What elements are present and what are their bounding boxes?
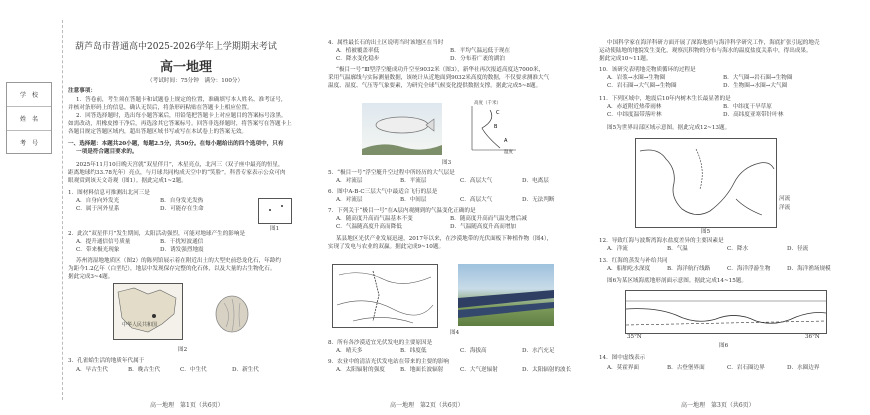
question-14: 14．图中虚线表示 bbox=[599, 355, 646, 361]
notice-heading: 注意事项： bbox=[68, 88, 96, 94]
figure-3-photo bbox=[362, 103, 442, 155]
figure-2-label: 图2 bbox=[178, 347, 188, 353]
figure-4-label: 图4 bbox=[450, 330, 460, 336]
svg-text:B: B bbox=[494, 124, 498, 130]
q9-option-b: B．地面长波辐射 bbox=[400, 367, 444, 373]
question-13: 13．红海的蒸发与补给共同 bbox=[599, 258, 668, 264]
page-3 bbox=[595, 0, 870, 415]
passage2-line: 为距今1.2亿年（白垩纪），地层中发现保存完整的化石体，以及大量的古生物化石。 bbox=[68, 266, 276, 272]
q6-option-d: D．无法判断 bbox=[522, 197, 555, 203]
section-heading-cont: 一项是符合题目要求的。 bbox=[76, 149, 138, 155]
figure-6-caption: 图6为某区域海底地形剖面示意图。据此完成14~15题。 bbox=[607, 278, 747, 284]
q12-option-c: C．降水 bbox=[727, 246, 749, 252]
q14-option-a: A．莫霍界面 bbox=[607, 365, 640, 371]
q1-option-a: A．自身向外发光 bbox=[76, 198, 120, 204]
figure-6-tick: 35°N bbox=[627, 334, 642, 340]
name-label: 姓 名 bbox=[7, 107, 51, 131]
notice-line: 如需改动，用橡皮擦干净后，再选涂其它答案标号。回答非选择题时，将答案写在答题卡上 bbox=[68, 121, 292, 127]
figure-4-map bbox=[332, 264, 438, 328]
q7-option-a: A．随高度升高而气温基本不变 bbox=[336, 216, 413, 222]
q2-option-c: C．带来极光现象 bbox=[76, 247, 120, 253]
q6-option-b: B．中间层 bbox=[400, 197, 427, 203]
q11-option-d: D．高纬度亚寒带针叶林 bbox=[723, 112, 784, 118]
page-1-footer: 高一地理 第1页（共6页） bbox=[150, 402, 224, 409]
question-1: 1．图材料信息可推测出北河三是 bbox=[68, 190, 150, 196]
q10-option-b: B．大气圈→岩石圈→生物圈 bbox=[723, 75, 793, 81]
q8-option-b: B．纬度低 bbox=[400, 348, 427, 354]
q14-option-b: B．古登堡界面 bbox=[667, 365, 705, 371]
q13-option-d: D．海洋渔场规模 bbox=[787, 266, 831, 272]
passage-line: 运动使陆地的地貌发生变化，观察沉积物的分布与海水的温度盐度关系中，得出成果。 bbox=[599, 48, 812, 54]
figure-4-photo bbox=[458, 264, 554, 326]
page-3-footer: 高一地理 第3页（共6页） bbox=[681, 402, 755, 409]
exam-title: 葫芦岛市普通高中2025-2026学年上学期期末考试 bbox=[75, 42, 277, 52]
question-10: 10．该研究表明地壳物质循环的过程是 bbox=[599, 67, 696, 73]
q7-option-d: D．气温随高度升高而增加 bbox=[450, 224, 517, 230]
q13-option-c: C．海洋浮游生物 bbox=[727, 266, 771, 272]
q6-option-a: A．对流层 bbox=[336, 197, 363, 203]
q3-option-c: C．中生代 bbox=[180, 367, 207, 373]
figure-6-profile bbox=[625, 290, 827, 334]
q13-option-a: A．船舶吃水深度 bbox=[607, 266, 651, 272]
q11-option-a: A．赤道附近热带雨林 bbox=[607, 104, 662, 110]
figure-6-tick: 36°N bbox=[805, 334, 820, 340]
notice-line: 2．回答选择题时，选出每小题答案后，用铅笔把答题卡上对应题目的答案标号涂黑。 bbox=[76, 113, 287, 119]
q4-option-c: C．降水变化稳步 bbox=[336, 56, 380, 62]
q3-option-a: A．早古生代 bbox=[76, 367, 109, 373]
figure-5-label: 图5 bbox=[701, 229, 711, 235]
notice-line: 各题目规定答题区域内，超出答题区域书写或写在本试卷上的答案无效。 bbox=[68, 129, 248, 135]
solar-panels-icon bbox=[458, 264, 554, 326]
question-3: 3．孔雀蛤生活的地质年代属于 bbox=[68, 358, 145, 364]
figure-2-map-drawing bbox=[114, 284, 182, 339]
q4-option-d: D．分布着广袤的湖泊 bbox=[450, 56, 505, 62]
q11-option-c: C．中纬度温带落叶林 bbox=[607, 112, 662, 118]
q2-option-b: B．干扰短波通信 bbox=[160, 239, 204, 245]
q14-option-c: C．岩石圈边界 bbox=[727, 365, 765, 371]
q1-option-b: B．自身发光发热 bbox=[160, 198, 204, 204]
figure-3-y-axis: 高度（千米） bbox=[474, 101, 501, 106]
q2-option-d: D．诱发强烈地震 bbox=[160, 247, 204, 253]
passage2-line: 某县地区光伏产业发展迅速，2017年以来，在沙漠地带的光伏面板下种植作物（图4）， bbox=[336, 236, 553, 242]
q8-option-c: C．海拔高 bbox=[460, 348, 487, 354]
figure-1-sky bbox=[258, 198, 292, 224]
question-4: 4．属性最长石的出土区说明当时该地区在当时 bbox=[328, 40, 444, 46]
svg-text:C: C bbox=[496, 110, 500, 116]
student-info-box bbox=[6, 82, 52, 154]
figure-5-caption: 图5为世界局部区域示意图。据此完成12~13题。 bbox=[607, 125, 731, 131]
figure-1-label: 图1 bbox=[270, 226, 280, 232]
exam-meta: （考试时间：75分钟 满分：100分） bbox=[147, 78, 244, 84]
seafloor-profile-chart bbox=[626, 291, 826, 333]
figure-3-x-axis: 温度 bbox=[504, 150, 513, 155]
passage-line: 采用气温廓线与实际测量数据，该统计从近地面到9032米高度的数据，不仅要求测准大气 bbox=[328, 75, 550, 81]
passage2-line: 据此完成3~4题。 bbox=[68, 274, 114, 280]
q5-option-c: C．高层大气 bbox=[460, 178, 493, 184]
q10-option-d: D．生物圈→水圈→大气圈 bbox=[723, 83, 788, 89]
fossil-shell-icon bbox=[206, 293, 258, 335]
passage-line: 据此完成10~11题。 bbox=[599, 56, 652, 62]
question-5: 5．“极目一号”浮空艇升空过程中所经历的大气层是 bbox=[328, 170, 455, 176]
question-2: 2．此次“双星伴月”发生期间，太阳活动强烈，可能对地球产生的影响是 bbox=[68, 231, 246, 237]
q9-option-d: D．太阳辐射的波长 bbox=[522, 367, 572, 373]
figure-3-profile bbox=[460, 100, 518, 155]
q14-option-d: D．水圈边界 bbox=[787, 365, 820, 371]
question-8: 8．所有各沙漠适宜光伏发电的主要原因是 bbox=[328, 340, 433, 346]
q12-option-b: B．气温 bbox=[667, 246, 688, 252]
page-2 bbox=[310, 0, 595, 415]
q1-option-d: D．可能存在生命 bbox=[160, 206, 204, 212]
figure-2-map bbox=[113, 283, 183, 340]
q10-option-a: A．岩浆→水圈→生物圈 bbox=[607, 75, 666, 81]
passage-line: 中国科学家在海洋科研方面开展了深海地质与海洋科学研究工作，海底扩张引起的地壳 bbox=[607, 40, 820, 46]
q5-option-d: D．电离层 bbox=[522, 178, 549, 184]
q10-option-c: C．岩石圈→大气圈→生物圈 bbox=[607, 83, 677, 89]
section-heading: 一、选择题：本题共20小题，每题2.5分，共50分。在每小题给出的四个选项中，只有 bbox=[68, 141, 284, 147]
figure-4-map-drawing bbox=[333, 265, 437, 327]
temperature-profile-chart bbox=[460, 100, 518, 155]
q1-option-c: C．属于河外星系 bbox=[76, 206, 120, 212]
passage-line: 2025年11月10日晚天宫就“双星伴月”，木星亮点，北河三（双子座中最亮的恒星， bbox=[76, 162, 284, 168]
q2-option-a: A．提升通信信号质量 bbox=[76, 239, 131, 245]
q13-option-b: B．海洋航行线路 bbox=[667, 266, 711, 272]
q5-option-a: A．对流层 bbox=[336, 178, 363, 184]
passage-line: 温度、湿度、气压等气象要素，为研究全球气候变化提供数据支撑。据此完成5~8题。 bbox=[328, 83, 542, 89]
q5-option-b: B．平流层 bbox=[400, 178, 427, 184]
passage-line: 距离地球约33.78光年）亮点，与月球共同构成天空中的“笑脸”。科普专家表示公众可肉 bbox=[68, 170, 286, 176]
notice-line: 并核对条形码上的信息，确认无误后，将条形码粘贴在答题卡上相应位置。 bbox=[68, 105, 253, 111]
notice-line: 1．答卷前，考生须在答题卡和试题卷上规定的位置，准确填写本人姓名、准考证号， bbox=[76, 97, 287, 103]
figure-2-map-text: 中华人民共和国 bbox=[122, 322, 158, 328]
figure-5-legend-current: 洋流 bbox=[779, 205, 791, 211]
passage-line: “极目一号”Ⅲ型浮空艇成功升空至9032米（图3），新华社再次报道高度达7000米， bbox=[336, 67, 545, 73]
question-7: 7．下列关于“极目一号”在A层内观测到的气温变化正确的是 bbox=[328, 208, 476, 214]
school-label: 学 校 bbox=[7, 83, 51, 107]
q7-option-c: C．气温随高度升高而降低 bbox=[336, 224, 402, 230]
q12-option-a: A．洋流 bbox=[607, 246, 628, 252]
q4-option-a: A．植被覆盖率低 bbox=[336, 48, 380, 54]
q7-option-b: B．随高度升高而气温先增后减 bbox=[450, 216, 527, 222]
svg-text:A: A bbox=[504, 138, 508, 144]
question-11: 11．下列区域中，地震后10年内树木生长最显著的是 bbox=[599, 96, 731, 102]
question-12: 12．导致红海与波斯湾海水盐度差异的主要因素是 bbox=[599, 238, 724, 244]
q4-option-b: B．平均气温远低于现在 bbox=[450, 48, 511, 54]
q12-option-d: D．径流 bbox=[787, 246, 809, 252]
q11-option-b: B．中纬度干旱草原 bbox=[723, 104, 772, 110]
binding-line bbox=[62, 20, 64, 400]
passage2-line: 苏州湾湿地地质区（图2）的陈列馆展示着在附近出土的大型史前恐龙化石，年龄约 bbox=[76, 258, 281, 264]
passage2-line: 实现了发电与农业的双赢。据此完成9~10题。 bbox=[328, 244, 445, 250]
exam-number-label: 考 号 bbox=[19, 140, 38, 147]
q3-option-b: B．晚古生代 bbox=[128, 367, 161, 373]
page-2-footer: 高一地理 第2页（共6页） bbox=[390, 402, 464, 409]
subject-title: 高一地理 bbox=[160, 60, 213, 75]
airship-icon bbox=[362, 103, 442, 155]
q3-option-d: D．新生代 bbox=[232, 367, 259, 373]
q9-option-a: A．太阳辐射的强度 bbox=[336, 367, 385, 373]
question-9: 9．农业中的清洁光伏发电站在带来的主要的影响 bbox=[328, 359, 450, 365]
q8-option-d: D．水汽充足 bbox=[522, 348, 555, 354]
figure-5-legend-river: 河流 bbox=[779, 196, 791, 202]
q9-option-c: C．大气逆辐射 bbox=[460, 367, 498, 373]
q8-option-a: A．晴天多 bbox=[336, 348, 363, 354]
question-6: 6．图中A-B-C三层大气中最适合飞行的层是 bbox=[328, 189, 438, 195]
passage-line: 眼观赏到该天文奇观（图1）。据此完成1~2题。 bbox=[68, 178, 187, 184]
page-1 bbox=[0, 0, 310, 415]
figure-6-label: 图6 bbox=[719, 343, 729, 349]
figure-5-map bbox=[635, 138, 777, 228]
figure-5-map-drawing bbox=[636, 139, 776, 227]
q6-option-c: C．高层大气 bbox=[460, 197, 493, 203]
figure-2-fossil bbox=[206, 293, 258, 335]
figure-3-label: 图3 bbox=[442, 160, 452, 166]
